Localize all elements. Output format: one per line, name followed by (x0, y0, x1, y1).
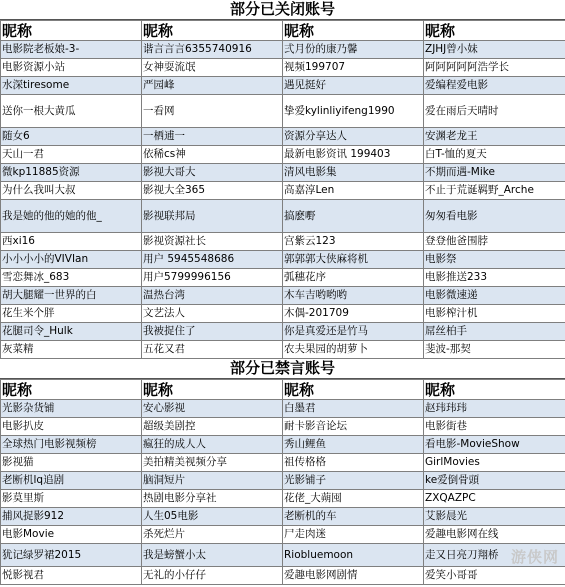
watermark: 游侠网 (510, 548, 559, 566)
account-name-cell: 爱在雨后天晴时 (424, 95, 565, 128)
account-name-cell: ZXQAZPC (424, 490, 565, 508)
account-name-cell: 影视大全365 (142, 182, 283, 200)
column-header: 昵称 (424, 380, 565, 400)
account-name-cell: 电影资源小站 (1, 59, 142, 77)
table-row (1, 490, 565, 508)
account-name-cell: 影视猫 (1, 454, 142, 472)
account-name-cell: 影视联邦局 (142, 200, 283, 233)
account-name-cell: 文艺法人 (142, 305, 283, 323)
account-name-cell: 郭郭郭大侠麻将机 (283, 251, 424, 269)
account-name-cell: 弧穗花序 (283, 269, 424, 287)
account-name-cell: 一栖逋一 (142, 128, 283, 146)
account-name-cell: 我是她的他的她的他_ (1, 200, 142, 233)
account-name-cell: 为什么我叫大叔 (1, 182, 142, 200)
account-name-cell: 光影杂货铺 (1, 400, 142, 418)
column-header: 昵称 (142, 380, 283, 400)
table-row (1, 164, 565, 182)
closed-accounts-table (0, 20, 565, 359)
table-row (1, 418, 565, 436)
account-name-cell: 全球热门电影视频榜 (1, 436, 142, 454)
account-name-cell: 老断机的车 (283, 508, 424, 526)
account-name-cell: 白T-恤的夏天 (424, 146, 565, 164)
account-name-cell: 依稀cs神 (142, 146, 283, 164)
account-name-cell: 谐言言言6355740916 (142, 41, 283, 59)
account-name-cell: 犹记绿罗裙2015 (1, 544, 142, 567)
account-name-cell: 搞麽嘢 (283, 200, 424, 233)
account-name-cell: 视频199707 (283, 59, 424, 77)
account-name-cell: ZJHJ曾小妹 (424, 41, 565, 59)
table-row (1, 287, 565, 305)
account-name-cell: 杀死烂片 (142, 526, 283, 544)
account-name-cell: 小小小小的VIVIan (1, 251, 142, 269)
account-name-cell: 爱笑小哥哥 (424, 567, 565, 585)
account-name-cell: 超级美剧控 (142, 418, 283, 436)
column-header: 昵称 (1, 380, 142, 400)
account-name-cell: 尸走肉迷 (283, 526, 424, 544)
section2-title: 部分已禁言账号 (0, 359, 565, 379)
table-row (1, 472, 565, 490)
account-name-cell: 电影祭 (424, 251, 565, 269)
account-name-cell: 花腿司令_Hulk (1, 323, 142, 341)
table-row (1, 128, 565, 146)
account-name-cell: 农夫果园的胡萝卜 (283, 341, 424, 359)
account-name-cell: 雪恋舞冰_683 (1, 269, 142, 287)
account-name-cell: 电影Movie (1, 526, 142, 544)
account-name-cell: 祖传格格 (283, 454, 424, 472)
account-name-cell: 胡大腿耀一世界的白 (1, 287, 142, 305)
account-name-cell: 秀山鲤鱼 (283, 436, 424, 454)
column-header: 昵称 (1, 21, 142, 41)
account-name-cell: 美拍精美视频分享 (142, 454, 283, 472)
account-name-cell: Riobluemoon (283, 544, 424, 567)
table-row (1, 182, 565, 200)
column-header: 昵称 (283, 21, 424, 41)
account-name-cell: 阿阿阿阿阿浩学长 (424, 59, 565, 77)
table-row (1, 526, 565, 544)
account-name-cell: 资源分享达人 (283, 128, 424, 146)
table-row (1, 41, 565, 59)
account-name-cell: 电影榨汁机 (424, 305, 565, 323)
account-name-cell: 温热台湾 (142, 287, 283, 305)
account-name-cell: 安心影视 (142, 400, 283, 418)
table-row (1, 251, 565, 269)
account-name-cell: 脑洞短片 (142, 472, 283, 490)
table-row (1, 95, 565, 128)
table-row (1, 146, 565, 164)
account-name-cell: 微kp11885资源 (1, 164, 142, 182)
table-row (1, 269, 565, 287)
table-row (1, 323, 565, 341)
account-name-cell: 不期而遇-Mike (424, 164, 565, 182)
account-name-cell: 宫紫云123 (283, 233, 424, 251)
account-name-cell: 影视资源社长 (142, 233, 283, 251)
account-name-cell: 艾影晨光 (424, 508, 565, 526)
account-name-cell: 随女6 (1, 128, 142, 146)
account-name-cell: 屌丝柏手 (424, 323, 565, 341)
account-name-cell: 斐波-那契 (424, 341, 565, 359)
header-row (1, 380, 565, 400)
account-name-cell: GirlMovies (424, 454, 565, 472)
account-name-cell: 走又日亮刀翔桥 (424, 544, 565, 567)
account-name-cell: 水深tiresome (1, 77, 142, 95)
account-name-cell: 电影推送233 (424, 269, 565, 287)
account-name-cell: 光影铺子 (283, 472, 424, 490)
account-name-cell: 白墨君 (283, 400, 424, 418)
account-name-cell: 电影扒皮 (1, 418, 142, 436)
account-name-cell: 影莫里斯 (1, 490, 142, 508)
account-name-cell: 木车吉哟哟哟 (283, 287, 424, 305)
account-name-cell: 用户5799996156 (142, 269, 283, 287)
account-name-cell: 爱编程爱电影 (424, 77, 565, 95)
account-name-cell: 爱趣电影网在线 (424, 526, 565, 544)
account-name-cell: 不止于荒诞羁野_Arche (424, 182, 565, 200)
account-name-cell: 捕风捉影912 (1, 508, 142, 526)
account-name-cell: 送你一根大黄瓜 (1, 95, 142, 128)
account-name-cell: 挚爱kylinliyifeng1990 (283, 95, 424, 128)
account-name-cell: 人生05电影 (142, 508, 283, 526)
table-row (1, 508, 565, 526)
account-name-cell: 电影院老板娘-3- (1, 41, 142, 59)
account-name-cell: 你是真爱还是竹马 (283, 323, 424, 341)
account-name-cell: 最新电影资讯 199403 (283, 146, 424, 164)
account-name-cell: 灰菜精 (1, 341, 142, 359)
account-name-cell: 严园峰 (142, 77, 283, 95)
header-row (1, 21, 565, 41)
account-name-cell: 瘋狂的成人人 (142, 436, 283, 454)
account-name-cell: 一看网 (142, 95, 283, 128)
table-row (1, 567, 565, 585)
account-name-cell: 登登他爸围脖 (424, 233, 565, 251)
account-name-cell: 五花又君 (142, 341, 283, 359)
account-name-cell: 悦影视君 (1, 567, 142, 585)
account-name-cell: 赵玮玮玮 (424, 400, 565, 418)
account-name-cell: ke爱倒骨頭 (424, 472, 565, 490)
account-name-cell: 我是螃蟹小太 (142, 544, 283, 567)
table-row (1, 436, 565, 454)
account-name-cell: 木偶-201709 (283, 305, 424, 323)
account-name-cell: 弍月份的康乃馨 (283, 41, 424, 59)
column-header: 昵称 (283, 380, 424, 400)
account-name-cell: 高嘉淳Len (283, 182, 424, 200)
muted-accounts-table (0, 379, 565, 585)
table-row (1, 59, 565, 77)
account-name-cell: 女神耍流氓 (142, 59, 283, 77)
table-row (1, 233, 565, 251)
account-name-cell: 我被捉住了 (142, 323, 283, 341)
account-name-cell: 清风电影集 (283, 164, 424, 182)
column-header: 昵称 (142, 21, 283, 41)
table-row (1, 454, 565, 472)
section1-title: 部分已关闭账号 (0, 0, 565, 20)
account-name-cell: 电影微速递 (424, 287, 565, 305)
account-name-cell: 老断机lq追剧 (1, 472, 142, 490)
table-row (1, 200, 565, 233)
table-row (1, 544, 565, 567)
table-row (1, 400, 565, 418)
account-name-cell: 花佬_大蒴囤 (283, 490, 424, 508)
account-name-cell: 西xi16 (1, 233, 142, 251)
account-name-cell: 花生米个胖 (1, 305, 142, 323)
account-name-cell: 匆匆看电影 (424, 200, 565, 233)
column-header: 昵称 (424, 21, 565, 41)
table-row (1, 77, 565, 95)
account-name-cell: 热剧电影分享社 (142, 490, 283, 508)
account-name-cell: 看电影-MovieShow (424, 436, 565, 454)
account-name-cell: 安渊老龙王 (424, 128, 565, 146)
account-name-cell: 电影街巷 (424, 418, 565, 436)
table-row (1, 305, 565, 323)
account-name-cell: 天山一君 (1, 146, 142, 164)
account-name-cell: 爱趣电影网剧情 (283, 567, 424, 585)
account-name-cell: 影视大哥大 (142, 164, 283, 182)
account-name-cell: 用户 5945548686 (142, 251, 283, 269)
account-name-cell: 遇见挺好 (283, 77, 424, 95)
account-name-cell: 无礼的小仔仔 (142, 567, 283, 585)
account-name-cell: 耐卡影音论坛 (283, 418, 424, 436)
table-row (1, 341, 565, 359)
